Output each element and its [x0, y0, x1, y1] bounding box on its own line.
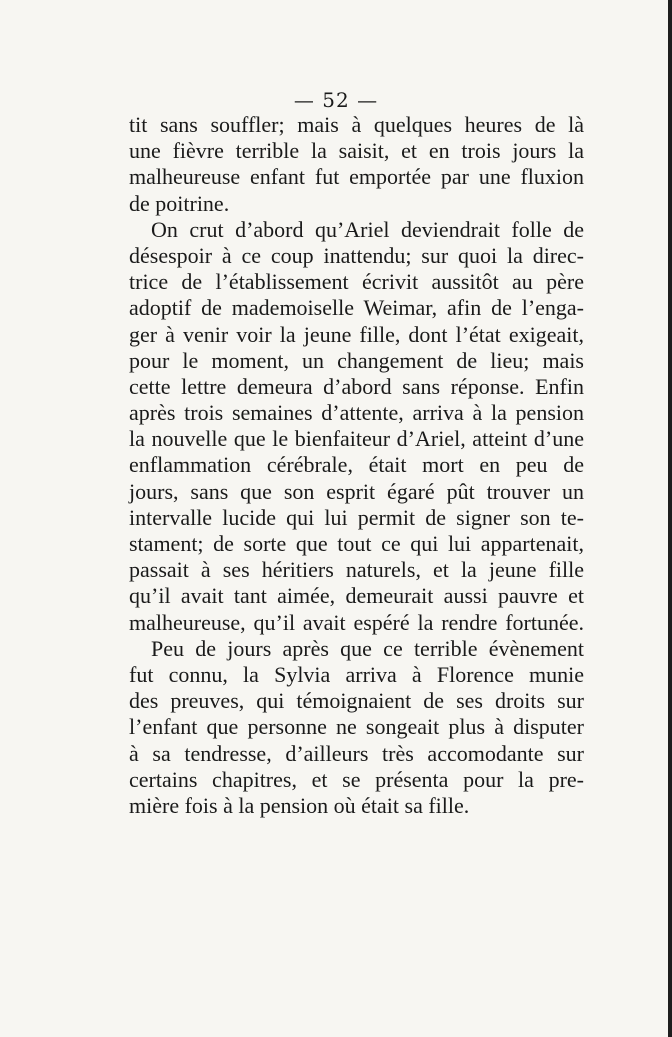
page-edge-shadow: [668, 0, 672, 1037]
text-line: fut connu, la Sylvia arriva à Florence munie: [129, 661, 584, 687]
page-number: — 52 —: [293, 88, 379, 112]
text-line: mière fois à la pension où était sa fille.: [129, 792, 470, 818]
text-line: adoptif de mademoiselle Weimar, afin de l’enga-: [129, 295, 584, 321]
text-line: l’enfant que personne ne songeait plus à disputer: [129, 714, 584, 740]
text-line: qu’il avait tant aimée, demeurait aussi pauvre et: [129, 583, 584, 609]
text-line: trice de l’établissement écrivit aussitôt au père: [129, 269, 584, 295]
text-line: jours, sans que son esprit égaré pût trouver un: [129, 478, 584, 504]
text-line: une fièvre terrible la saisit, et en trois jours la: [129, 138, 584, 164]
text-line: malheureuse, qu’il avait espéré la rendre fortunée.: [129, 609, 584, 635]
text-line: après trois semaines d’attente, arriva à la pension: [129, 400, 584, 426]
text-line: cette lettre demeura d’abord sans réponse. Enfin: [129, 373, 584, 399]
text-line: enflammation cérébrale, était mort en peu de: [129, 452, 584, 478]
text-line: On crut d’abord qu’Ariel deviendrait folle de: [151, 216, 584, 242]
text-line: désespoir à ce coup inattendu; sur quoi la direc-: [129, 242, 584, 268]
text-line: pour le moment, un changement de lieu; mais: [129, 347, 584, 373]
text-line: de poitrine.: [129, 190, 230, 216]
text-line: certains chapitres, et se présenta pour la pre-: [129, 766, 584, 792]
text-line: passait à ses héritiers naturels, et la jeune fille: [129, 557, 584, 583]
text-line: à sa tendresse, d’ailleurs très accomodante sur: [129, 740, 584, 766]
text-line: malheureuse enfant fut emportée par une fluxion: [129, 164, 584, 190]
body-text: [129, 112, 584, 819]
text-line: la nouvelle que le bienfaiteur d’Ariel, atteint d’une: [129, 426, 584, 452]
text-line: intervalle lucide qui lui permit de signer son te-: [129, 504, 584, 530]
text-line: ger à venir voir la jeune fille, dont l’état exigeait,: [129, 321, 584, 347]
text-line: Peu de jours après que ce terrible évènement: [151, 635, 584, 661]
text-line: des preuves, qui témoignaient de ses droits sur: [129, 688, 584, 714]
text-line: tit sans souffler; mais à quelques heures de là: [129, 112, 584, 137]
text-line: stament; de sorte que tout ce qui lui appartenait,: [129, 531, 584, 556]
